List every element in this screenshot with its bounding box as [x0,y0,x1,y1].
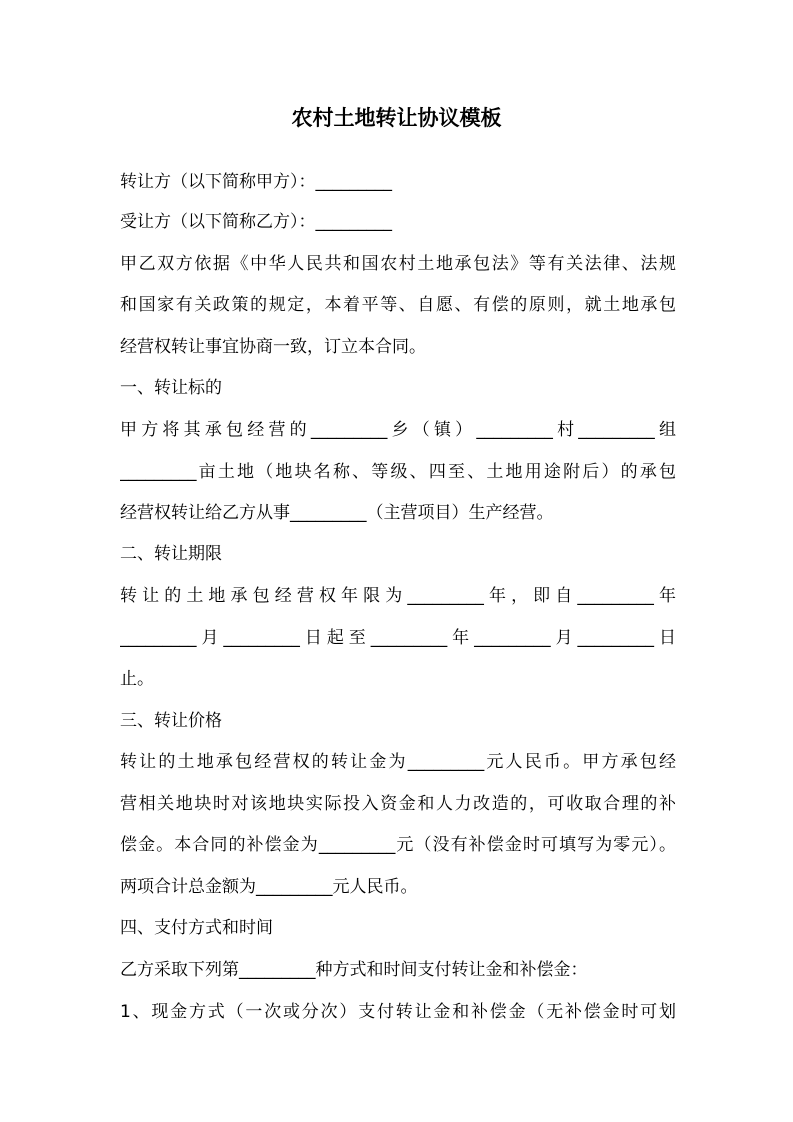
section-heading-1: 一、转让标的 [120,378,222,398]
section-heading-2: 二、转让期限 [120,544,222,564]
section-2-line-2: _________月_________日起至_________年_________月_________日 [120,628,676,648]
section-4-line-2: 1、现金方式（一次或分次）支付转让金和补偿金（无补偿金时可划 [120,1002,676,1022]
party-a-line: 转让方（以下简称甲方）：_________ [120,172,392,192]
section-2-line-3: 止。 [120,669,154,689]
document-title: 农村土地转让协议模板 [291,106,502,130]
section-3-line-2: 营相关地块时对该地块实际投入资金和人力改造的，可收取合理的补 [120,794,676,814]
section-heading-3: 三、转让价格 [120,711,222,731]
section-3-line-1: 转让的土地承包经营权的转让金为_________元人民币。甲方承包经 [120,752,676,772]
section-1-line-2: _________亩土地（地块名称、等级、四至、土地用途附后）的承包 [120,462,676,482]
preamble-line-1: 甲乙双方依据《中华人民共和国农村土地承包法》等有关法律、法规 [120,254,676,274]
section-1-line-3: 经营权转让给乙方从事_________（主营项目）生产经营。 [120,503,554,523]
party-b-line: 受让方（以下简称乙方）：_________ [120,212,392,232]
section-3-line-4: 两项合计总金额为_________元人民币。 [120,877,418,897]
preamble-line-3: 经营权转让事宜协商一致，订立本合同。 [120,337,426,357]
section-1-line-1: 甲方将其承包经营的_________乡（镇）_________村_________组 [120,420,676,440]
preamble-line-2: 和国家有关政策的规定，本着平等、自愿、有偿的原则，就土地承包 [120,295,676,315]
section-2-line-1: 转让的土地承包经营权年限为_________年，即自_________年 [120,586,676,606]
section-heading-4: 四、支付方式和时间 [120,918,273,938]
section-3-line-3: 偿金。本合同的补偿金为_________元（没有补偿金时可填写为零元）。 [120,835,676,855]
section-4-line-1: 乙方采取下列第_________种方式和时间支付转让金和补偿金： [120,960,588,980]
